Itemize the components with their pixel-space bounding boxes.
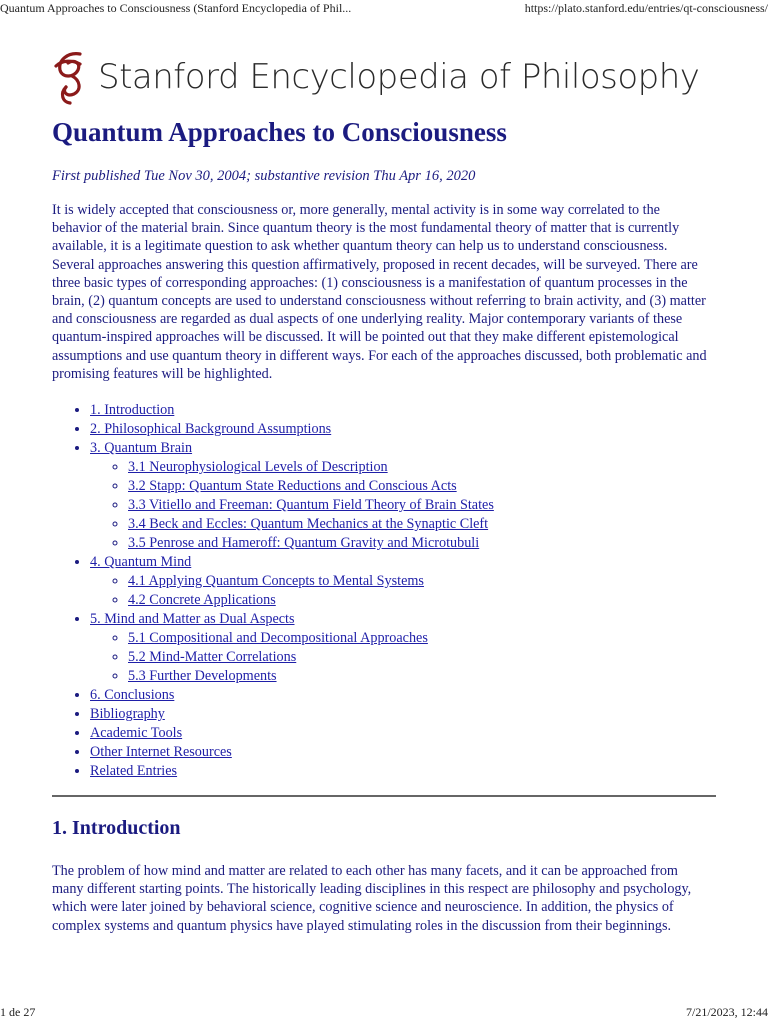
toc-subitem [128, 667, 712, 686]
print-footer [0, 1004, 768, 1024]
toc-link[interactable]: 3. Quantum Brain [90, 440, 193, 457]
toc-item [90, 724, 712, 743]
toc-sublink[interactable]: 3.5 Penrose and Hameroff: Quantum Gravity and Microtubuli [128, 535, 480, 552]
print-footer-datetime: 7/21/2023, 12:44 [685, 1005, 768, 1019]
toc-sublist [90, 458, 712, 553]
publication-info: First published Tue Nov 30, 2004; substantive revision Thu Apr 16, 2020 [52, 168, 476, 184]
section-divider [52, 795, 716, 797]
toc-link[interactable]: 5. Mind and Matter as Dual Aspects [90, 611, 295, 628]
toc-item [90, 610, 712, 686]
toc-subitem [128, 458, 712, 477]
preamble: It is widely accepted that consciousness or, more generally, mental activity is in some way correlated to the behavior of the material brain. Since quantum theory is the most fundamental theory of matter that is currently available, it is a legitimate question to ask whether quantum theory can help us to understand consciousness. Several approaches answering this question affirmatively, proposed in recent decades, will be surveyed. There are three basic types of corresponding approaches: (1) consciousness is a manifestation of quantum processes in the brain, (2) quantum concepts are used to understand consciousness without referring to brain activity, and (3) matter and consciousness are regarded as dual aspects of one underlying reality. Major contemporary variants of these quantum-inspired approaches will be discussed. It will be pointed out that they make different epistemological assumptions and use quantum theory in different ways. For each of the approaches discussed, both problematic and promising features will be highlighted. [52, 202, 707, 382]
toc-item [90, 705, 712, 724]
toc-link[interactable]: 6. Conclusions [90, 687, 175, 704]
section-heading-introduction: 1. Introduction [52, 817, 181, 840]
site-brand[interactable] [50, 48, 699, 106]
article-title: Quantum Approaches to Consciousness [52, 117, 507, 147]
print-footer-page: 1 de 27 [0, 1005, 36, 1019]
toc-item [90, 686, 712, 705]
toc-link[interactable]: 1. Introduction [90, 402, 175, 419]
section-introduction-text: The problem of how mind and matter are related to each other has many facets, and it can be approached from many different starting points. The historically leading disciplines in this respect are philosophy and psychology, which were later joined by behavioral science, cognitive science and neuroscience. In addition, the physics of complex systems and quantum physics have played stimulating roles in the discussion from their beginnings. [52, 863, 692, 934]
article-content [52, 112, 712, 935]
toc-link[interactable]: Related Entries [90, 763, 178, 780]
toc-subitem [128, 496, 712, 515]
toc-sublist [90, 572, 712, 610]
toc-item [90, 420, 712, 439]
toc-subitem [128, 629, 712, 648]
toc-item [90, 439, 712, 553]
toc-item [90, 743, 712, 762]
toc-sublink[interactable]: 5.2 Mind-Matter Correlations [128, 649, 297, 666]
table-of-contents [52, 401, 712, 781]
toc-sublink[interactable]: 3.4 Beck and Eccles: Quantum Mechanics at the Synaptic Cleft [128, 516, 489, 533]
toc-link[interactable]: 4. Quantum Mind [90, 554, 192, 571]
toc-link[interactable]: Academic Tools [90, 725, 183, 742]
toc-sublink[interactable]: 4.2 Concrete Applications [128, 592, 276, 609]
toc-subitem [128, 534, 712, 553]
toc-subitem [128, 477, 712, 496]
toc-sublink[interactable]: 5.3 Further Developments [128, 668, 277, 685]
toc-sublink[interactable]: 4.1 Applying Quantum Concepts to Mental Systems [128, 573, 424, 590]
print-header-title: Quantum Approaches to Consciousness (Stanford Encyclopedia of Phil... [0, 1, 352, 15]
toc-item [90, 401, 712, 420]
print-header [0, 0, 768, 18]
toc-link[interactable]: 2. Philosophical Background Assumptions [90, 421, 332, 438]
toc-subitem [128, 572, 712, 591]
toc-sublink[interactable]: 3.2 Stapp: Quantum State Reductions and Conscious Acts [128, 478, 457, 495]
toc-item [90, 553, 712, 610]
toc-subitem [128, 648, 712, 667]
toc-subitem [128, 515, 712, 534]
sep-logo-icon [50, 48, 92, 106]
print-header-url: https://plato.stanford.edu/entries/qt-consciousness/ [524, 1, 768, 15]
toc-sublink[interactable]: 3.3 Vitiello and Freeman: Quantum Field Theory of Brain States [128, 497, 494, 514]
toc-link[interactable]: Bibliography [90, 706, 165, 723]
toc-subitem [128, 591, 712, 610]
toc-sublink[interactable]: 5.1 Compositional and Decompositional Approaches [128, 630, 428, 647]
site-name: Stanford Encyclopedia of Philosophy [98, 57, 700, 97]
toc-item [90, 762, 712, 781]
toc-sublist [90, 629, 712, 686]
toc-sublink[interactable]: 3.1 Neurophysiological Levels of Description [128, 459, 388, 476]
toc-link[interactable]: Other Internet Resources [90, 744, 232, 761]
